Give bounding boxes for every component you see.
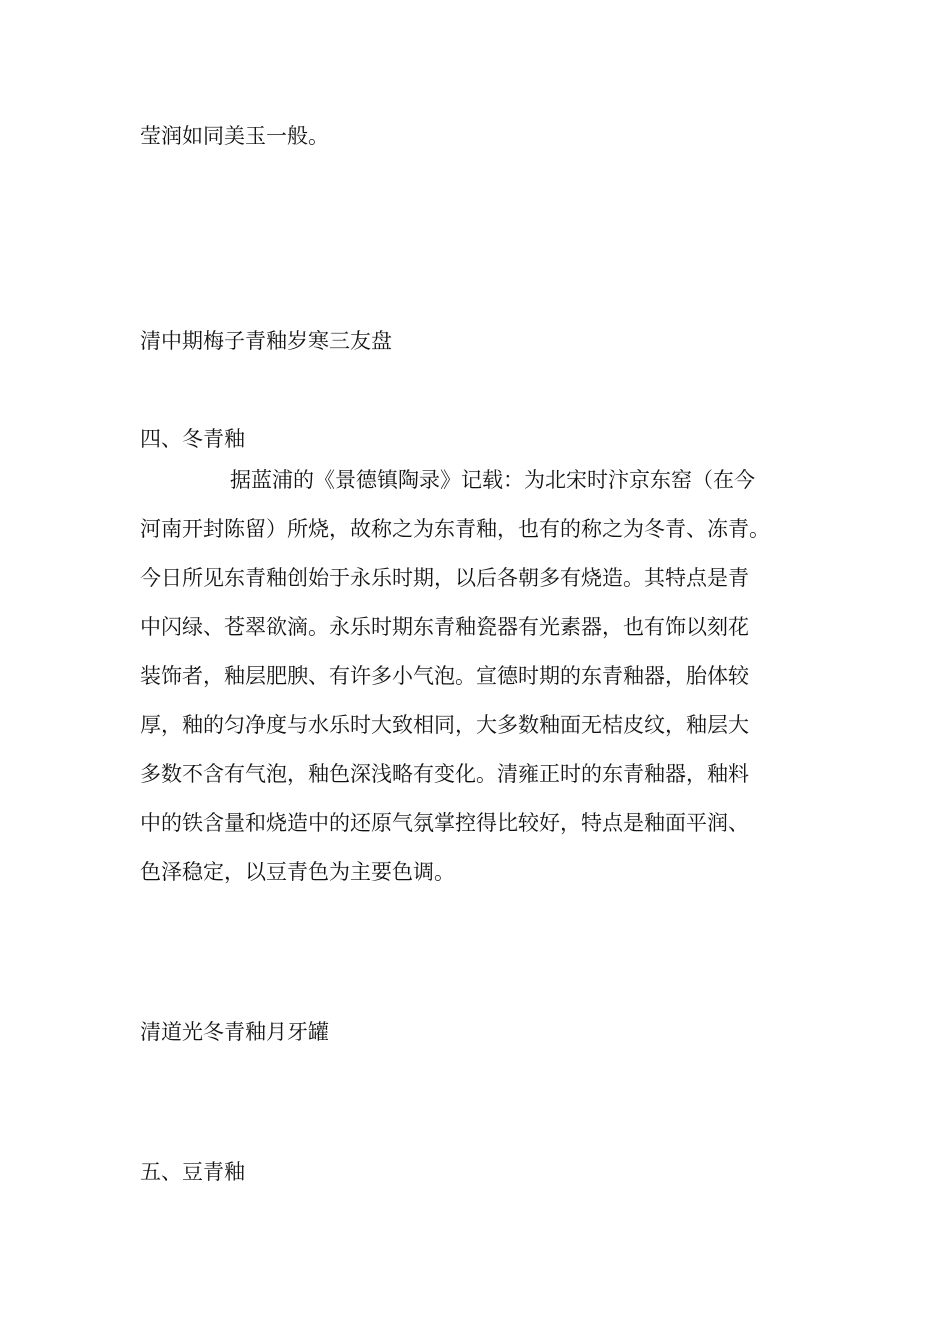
paragraph-line: 今日所见东青釉创始于永乐时期，以后各朝多有烧造。其特点是青 [140,566,749,590]
paragraph-line: 色泽稳定，以豆青色为主要色调。 [140,860,455,884]
paragraph-line: 厚，釉的匀净度与水乐时大致相同，大多数釉面无桔皮纹，釉层大 [140,713,749,737]
image-caption-2: 清道光冬青釉月牙罐 [140,1020,329,1044]
paragraph-line: 河南开封陈留）所烧，故称之为东青釉，也有的称之为冬青、冻青。 [140,517,770,541]
paragraph-line: 中闪绿、苍翠欲滴。永乐时期东青釉瓷器有光素器，也有饰以刻花 [140,615,749,639]
paragraph-line: 据蓝浦的《景德镇陶录》记载：为北宋时汴京东窑（在今 [230,468,755,492]
section-5-heading: 五、豆青釉 [140,1160,245,1184]
image-caption-1: 清中期梅子青釉岁寒三友盘 [140,329,392,353]
intro-tail-text: 莹润如同美玉一般。 [140,124,329,148]
section-4-heading: 四、冬青釉 [140,427,245,451]
paragraph-line: 中的铁含量和烧造中的还原气氛掌控得比较好，特点是釉面平润、 [140,811,749,835]
section-4-paragraph [140,456,800,897]
paragraph-line: 多数不含有气泡，釉色深浅略有变化。清雍正时的东青釉器，釉料 [140,762,749,786]
paragraph-line: 装饰者，釉层肥腴、有许多小气泡。宣德时期的东青釉器，胎体较 [140,664,749,688]
